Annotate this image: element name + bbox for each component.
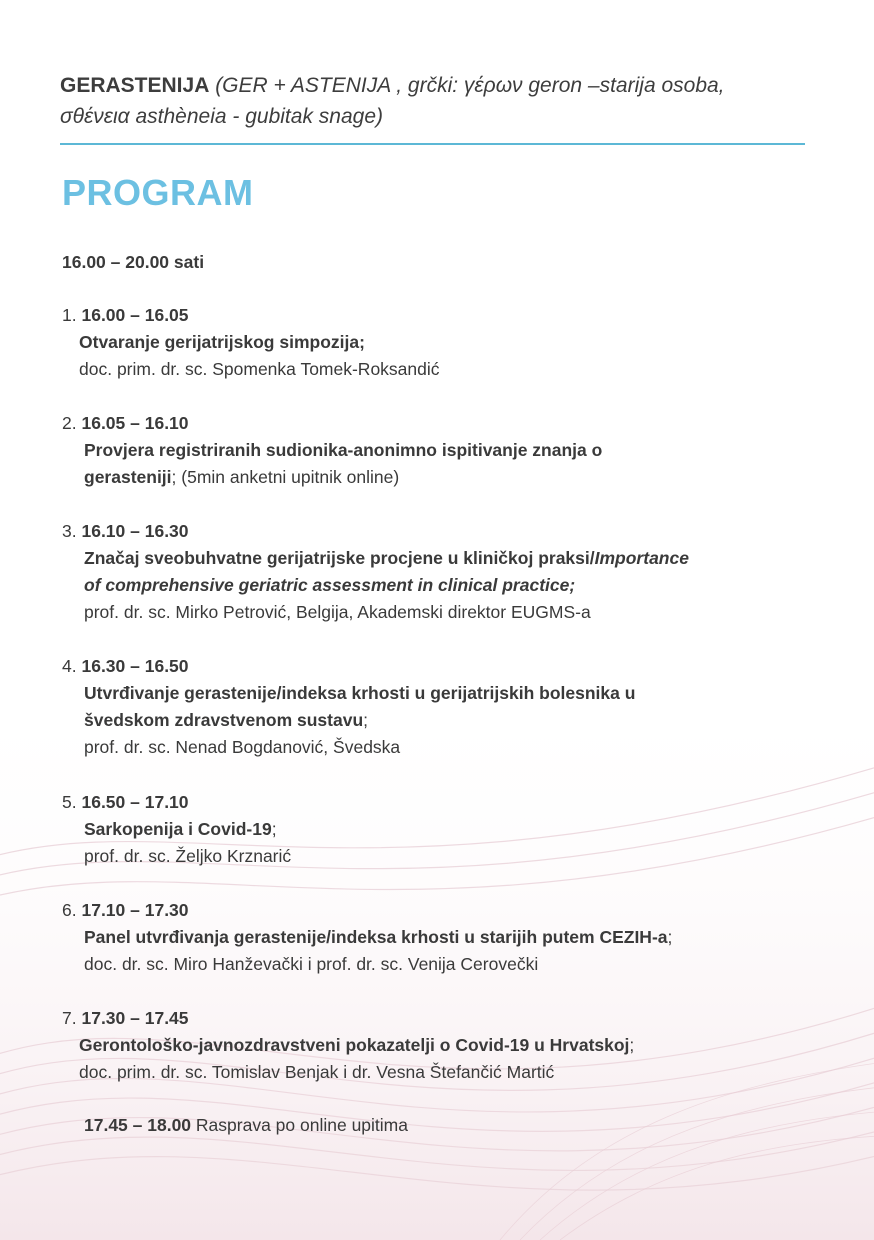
program-time-range: 16.00 – 20.00 sati — [62, 252, 205, 272]
item-title-rest: ; — [667, 927, 673, 947]
item-number: 7. — [62, 1008, 77, 1028]
item-title-line2-bold: gerasteniji — [84, 467, 172, 487]
program-item-7 — [62, 1005, 802, 1086]
header-etymology-line2: σθένεια asthèneia - gubitak snage) — [60, 105, 383, 128]
item-number: 5. — [62, 792, 77, 812]
item-title-line2-italic: of comprehensive geriatric assessment in clinical practice; — [84, 575, 576, 595]
item-time: 16.30 – 16.50 — [81, 656, 189, 676]
closing-text: Rasprava po online upitima — [191, 1115, 408, 1135]
program-item-6 — [62, 897, 802, 978]
item-title-line1: Provjera registriranih sudionika-anonimno ispitivanje znanja o — [84, 440, 603, 460]
item-title-line1-italic: Importance — [594, 548, 689, 568]
item-time: 16.05 – 16.10 — [81, 413, 189, 433]
program-item-2 — [62, 410, 802, 491]
item-title-bold: Sarkopenija i Covid-19 — [84, 819, 272, 839]
item-title-line1-bold: Značaj sveobuhvatne gerijatrijske procjene u kliničkoj praksi/ — [84, 548, 595, 568]
closing-time: 17.45 – 18.00 — [84, 1115, 192, 1135]
program-item-4 — [62, 653, 802, 761]
item-time: 17.30 – 17.45 — [81, 1008, 189, 1028]
item-title-line1: Utvrđivanje gerastenije/indeksa krhosti u gerijatrijskih bolesnika u — [84, 683, 636, 703]
item-title-bold: Gerontološko-javnozdravstveni pokazatelji o Covid-19 u Hrvatskoj — [79, 1035, 630, 1055]
item-speaker: doc. dr. sc. Miro Hanževački i prof. dr. sc. Venija Cerovečki — [84, 954, 539, 974]
page-title: PROGRAM — [62, 172, 254, 213]
item-number: 4. — [62, 656, 77, 676]
item-time: 17.10 – 17.30 — [81, 900, 189, 920]
item-title-line2-bold: švedskom zdravstvenom sustavu — [84, 710, 364, 730]
item-title-rest: ; — [271, 819, 277, 839]
program-item-3 — [62, 518, 802, 626]
item-title-rest: ; — [629, 1035, 635, 1055]
item-title-line2-rest: ; — [363, 710, 369, 730]
item-number: 3. — [62, 521, 77, 541]
page-header — [60, 70, 805, 132]
item-number: 6. — [62, 900, 77, 920]
header-divider — [60, 143, 805, 145]
item-number: 1. — [62, 305, 77, 325]
item-title-line2-rest: ; (5min anketni upitnik online) — [171, 467, 400, 487]
item-title: Otvaranje gerijatrijskog simpozija; — [79, 332, 365, 352]
item-time: 16.00 – 16.05 — [81, 305, 189, 325]
closing-discussion — [84, 1115, 408, 1136]
item-number: 2. — [62, 413, 77, 433]
program-item-5 — [62, 789, 802, 870]
item-time: 16.50 – 17.10 — [81, 792, 189, 812]
item-time: 16.10 – 16.30 — [81, 521, 189, 541]
item-title-bold: Panel utvrđivanja gerastenije/indeksa krhosti u starijih putem CEZIH-a — [84, 927, 668, 947]
item-speaker: prof. dr. sc. Nenad Bogdanović, Švedska — [84, 737, 401, 757]
item-speaker: prof. dr. sc. Željko Krznarić — [84, 846, 292, 866]
item-speaker: prof. dr. sc. Mirko Petrović, Belgija, Akademski direktor EUGMS-a — [84, 602, 591, 622]
header-term: GERASTENIJA — [60, 74, 210, 97]
program-item-1 — [62, 302, 802, 383]
item-speaker: doc. prim. dr. sc. Tomislav Benjak i dr. Vesna Štefančić Martić — [79, 1062, 555, 1082]
item-speaker: doc. prim. dr. sc. Spomenka Tomek-Roksandić — [79, 359, 440, 379]
header-etymology-line1: (GER + ASTENIJA , grčki: γέρων geron –starija osoba, — [209, 74, 725, 97]
